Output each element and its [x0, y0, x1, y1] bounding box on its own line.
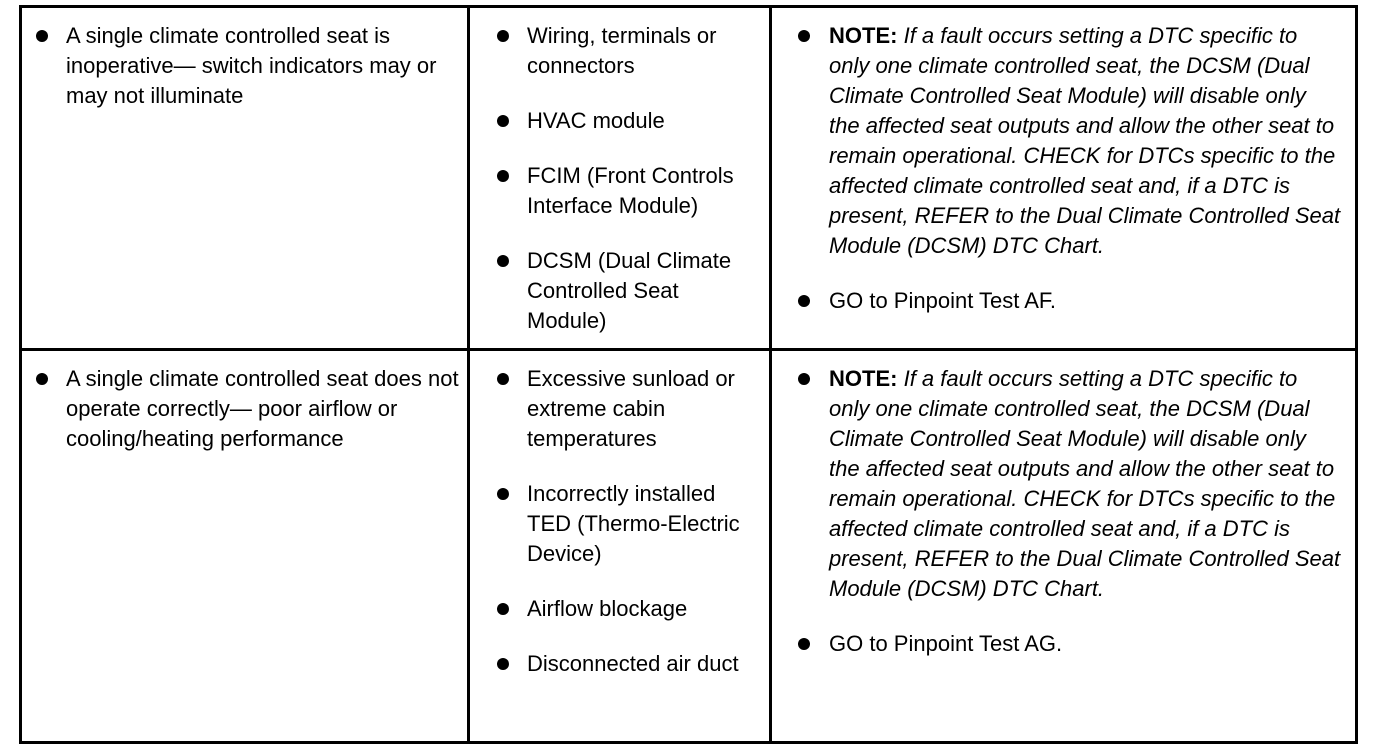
action-item — [772, 286, 1355, 316]
action-item — [772, 629, 1355, 659]
bullet-icon — [497, 488, 509, 500]
bullet-icon — [36, 30, 48, 42]
condition-text: A single climate controlled seat is inoperative— switch indicators may or may not illuminate — [66, 23, 437, 108]
note-label: NOTE: — [829, 23, 898, 48]
list-item — [470, 106, 769, 136]
source-text: FCIM (Front Controls Interface Module) — [527, 163, 734, 218]
action-cell — [771, 350, 1357, 743]
list-item — [470, 479, 769, 569]
source-cell — [469, 350, 771, 743]
source-text: DCSM (Dual Climate Controlled Seat Module) — [527, 248, 732, 333]
note-label: NOTE: — [829, 366, 898, 391]
note-item — [772, 364, 1355, 604]
table-row — [21, 7, 1357, 350]
note-text: If a fault occurs setting a DTC specific to only one climate controlled seat, the DCSM (Dual Climate Controlled Seat Module) will disable only the affected seat outputs and allow the other seat to remain operational. CHECK for DTCs specific to the affected climate controlled seat and, if a DTC is present, REFER to the Dual Climate Controlled Seat Module (DCSM) DTC Chart. — [829, 366, 1341, 601]
note-text: If a fault occurs setting a DTC specific to only one climate controlled seat, the DCSM (Dual Climate Controlled Seat Module) will disable only the affected seat outputs and allow the other seat to remain operational. CHECK for DTCs specific to the affected climate controlled seat and, if a DTC is present, REFER to the Dual Climate Controlled Seat Module (DCSM) DTC Chart. — [829, 23, 1341, 258]
bullet-icon — [497, 115, 509, 127]
condition-item — [22, 21, 467, 111]
bullet-icon — [497, 658, 509, 670]
source-text: HVAC module — [527, 108, 665, 133]
bullet-icon — [497, 30, 509, 42]
symptom-chart — [19, 5, 1355, 740]
symptom-table — [19, 5, 1358, 744]
bullet-icon — [497, 255, 509, 267]
bullet-icon — [798, 295, 810, 307]
list-item — [470, 594, 769, 624]
condition-cell — [21, 350, 469, 743]
list-item — [470, 364, 769, 454]
bullet-icon — [497, 373, 509, 385]
table-row — [21, 350, 1357, 743]
bullet-icon — [798, 30, 810, 42]
action-text: GO to Pinpoint Test AF. — [829, 288, 1057, 313]
condition-text: A single climate controlled seat does not operate correctly— poor airflow or cooling/heating performance — [66, 366, 459, 451]
source-text: Wiring, terminals or connectors — [527, 23, 717, 78]
action-cell — [771, 7, 1357, 350]
bullet-icon — [497, 170, 509, 182]
bullet-icon — [36, 373, 48, 385]
list-item — [470, 161, 769, 221]
list-item — [470, 649, 769, 679]
source-text: Excessive sunload or extreme cabin temperatures — [527, 366, 735, 451]
action-text: GO to Pinpoint Test AG. — [829, 631, 1063, 656]
source-text: Airflow blockage — [527, 596, 688, 621]
list-item — [470, 246, 769, 336]
list-item — [470, 21, 769, 81]
source-text: Disconnected air duct — [527, 651, 739, 676]
bullet-icon — [497, 603, 509, 615]
source-cell — [469, 7, 771, 350]
source-text: Incorrectly installed TED (Thermo-Electric Device) — [527, 481, 740, 566]
condition-item — [22, 364, 467, 454]
bullet-icon — [798, 373, 810, 385]
note-item — [772, 21, 1355, 261]
condition-cell — [21, 7, 469, 350]
bullet-icon — [798, 638, 810, 650]
